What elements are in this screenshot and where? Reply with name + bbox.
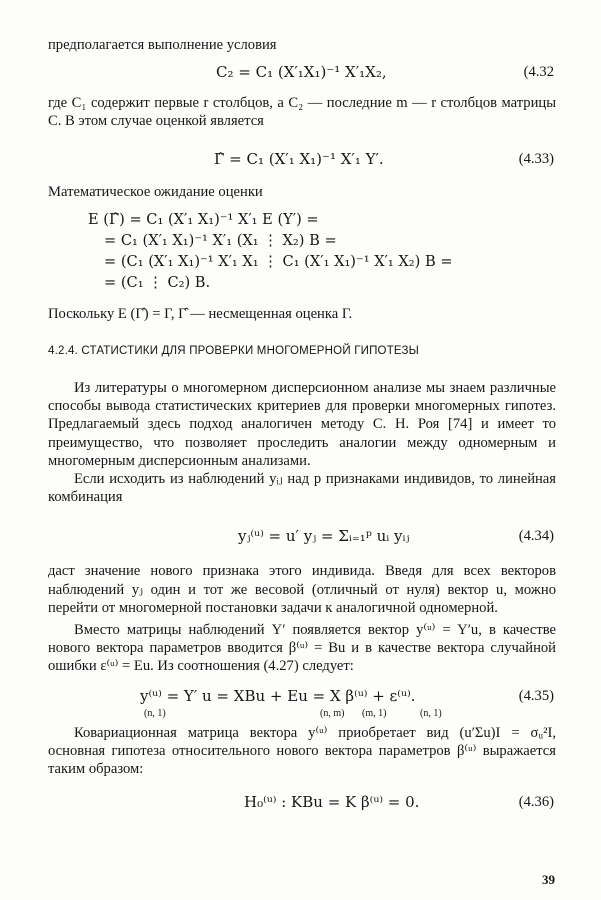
section-heading: 4.2.4. СТАТИСТИКИ ДЛЯ ПРОВЕРКИ МНОГОМЕРНОЙ ГИПОТЕЗЫ bbox=[48, 345, 420, 358]
equation-number: (4.32 bbox=[523, 64, 554, 81]
equation-body: H₀⁽ᵘ⁾ : KBu = K β⁽ᵘ⁾ = 0. bbox=[244, 793, 420, 812]
paragraph-observations: Если исходить из наблюдений yᵢⱼ над p признаками индивидов, то линейная комбинация bbox=[48, 471, 556, 506]
dimension-label: (n, 1) bbox=[420, 707, 442, 719]
equation-4-35 bbox=[48, 686, 556, 718]
dimension-label: (n, 1) bbox=[144, 707, 166, 719]
page-content bbox=[48, 30, 556, 812]
equation-body: C₂ = C₁ (X′₁X₁)⁻¹ X′₁X₂, bbox=[216, 63, 387, 82]
equation-body: yⱼ⁽ᵘ⁾ = u′ yⱼ = Σᵢ₌₁ᵖ uᵢ yᵢⱼ bbox=[238, 527, 410, 546]
intro-line: предполагается выполнение условия bbox=[48, 37, 277, 53]
equation-number: (4.33) bbox=[518, 150, 554, 167]
equation-4-33 bbox=[48, 149, 556, 169]
equation-4-32 bbox=[48, 62, 556, 82]
dimension-label: (n, m) bbox=[320, 707, 345, 719]
paragraph-literature: Из литературы о многомерном дисперсионном анализе мы знаем различные способы вывода статистических критериев для проверки многомерных гипотез. Предлагаемый здесь подход аналогичен методу С. Н. Роя [74] и имеет то преимущество, что позволяет проследить аналогии между одномерным и многомерным дисперсионным анализами. bbox=[48, 380, 556, 469]
unbiased-statement: Поскольку E (Γ̂) = Γ, Γ̂ — несмещенная оценка Γ. bbox=[48, 305, 353, 322]
derivation-line: = (C₁ (X′₁ X₁)⁻¹ X′₁ X₁ ⋮ C₁ (X′₁ X₁)⁻¹ X′₁ X₂) B = bbox=[104, 252, 453, 270]
equation-4-34 bbox=[48, 522, 556, 550]
equation-number: (4.36) bbox=[518, 794, 554, 811]
equation-number: (4.35) bbox=[518, 687, 554, 704]
equation-body: Γ̂ = C₁ (X′₁ X₁)⁻¹ X′₁ Y′. bbox=[214, 149, 384, 168]
page-number: 39 bbox=[542, 872, 555, 887]
expectation-intro: Математическое ожидание оценки bbox=[48, 183, 263, 200]
derivation-line: E (Γ̂) = C₁ (X′₁ X₁)⁻¹ X′₁ E (Y′) = bbox=[88, 210, 319, 228]
paragraph-new-feature: даст значение нового признака этого индивида. Введя для всех векторов наблюдений yⱼ один и тот же весовой (отличный от нуля) вектор u, можно перейти от многомерной постановки задачи к аналогичной одномерной. bbox=[48, 563, 556, 616]
paragraph-c1: где C₁ содержит первые r столбцов, а C₂ — последние m — r столбцов матрицы C. В этом случае оценкой является bbox=[48, 95, 556, 130]
dimension-label: (m, 1) bbox=[362, 707, 387, 719]
equation-number: (4.34) bbox=[518, 528, 554, 545]
paragraph-covariance: Ковариационная матрица вектора y⁽ᵘ⁾ приобретает вид (u′Σu)I = σᵤ²I, основная гипотеза относительного нового вектора параметров β⁽ᵘ⁾ выражается таким образом: bbox=[48, 724, 556, 778]
equation-body: y⁽ᵘ⁾ = Y′ u = XBu + Eu = X β⁽ᵘ⁾ + ε⁽ᵘ⁾. bbox=[140, 686, 416, 705]
paragraph-instead: Вместо матрицы наблюдений Y′ появляется вектор y⁽ᵘ⁾ = Y′u, в качестве нового вектора параметров вводится β⁽ᵘ⁾ = Bu и в качестве вектора случайной ошибки ε⁽ᵘ⁾ = Eu. Из соотношения (4.27) следует: bbox=[48, 622, 556, 675]
expectation-derivation bbox=[48, 209, 556, 293]
derivation-line: = C₁ (X′₁ X₁)⁻¹ X′₁ (X₁ ⋮ X₂) B = bbox=[104, 231, 337, 249]
equation-4-36 bbox=[48, 792, 556, 812]
derivation-line: = (C₁ ⋮ C₂) B. bbox=[104, 273, 211, 291]
